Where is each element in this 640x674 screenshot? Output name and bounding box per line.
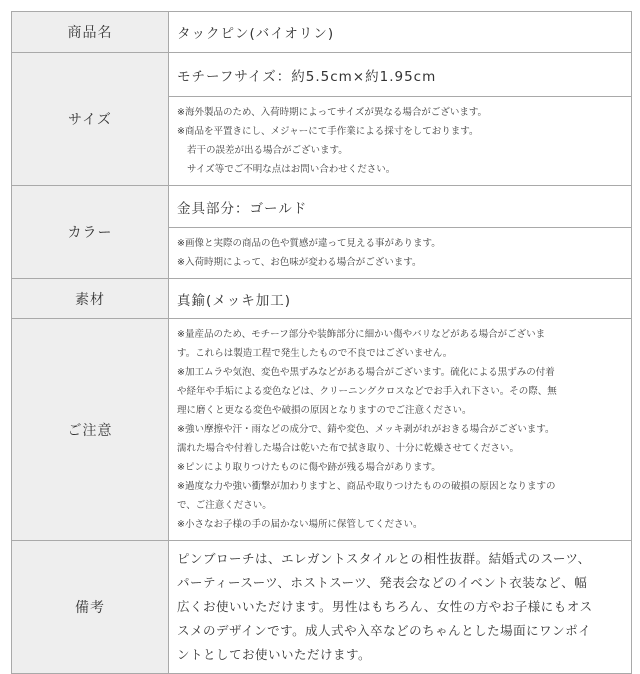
product-spec-sheet [11, 11, 629, 662]
product-name-label: 商品名 [12, 12, 169, 53]
color-note: ※入荷時期によって、お色味が変わる場合がございます。 [177, 257, 422, 268]
material-value: 真鍮(メッキ加工) [177, 292, 292, 309]
caution-line: や経年や手垢による変色などは、クリーニングクロスなどでお手入れ下さい。その際、無 [177, 386, 557, 397]
caution-line: ※加工ムラや気泡、変色や黒ずみなどがある場合がございます。硫化による黒ずみの付着 [177, 367, 555, 378]
caution-notes [169, 319, 631, 540]
caution-line: ※過度な力や強い衝撃が加わりますと、商品や取りつけたものの破損の原因となりますの [177, 481, 556, 492]
caution-line: ※ピンにより取りつけたものに傷や跡が残る場合があります。 [177, 462, 441, 473]
caution-line: で、ご注意ください。 [177, 500, 272, 511]
row-product-name [12, 12, 632, 53]
caution-line: 理に磨くと更なる変色や破損の原因となりますのでご注意ください。 [177, 405, 472, 416]
remarks-line: スメのデザインです。成人式や入卒などのちゃんとした場面にワンポイ [177, 623, 592, 638]
size-value: モチーフサイズ：約5.5cm×約1.95cm [177, 68, 437, 85]
size-note: 若干の誤差が出る場合がございます。 [187, 145, 348, 156]
caution-label: ご注意 [12, 319, 169, 541]
remarks-text [169, 541, 631, 673]
caution-line: す。これらは製造工程で発生したもので不良ではございません。 [177, 348, 453, 359]
caution-line: ※量産品のため、モチーフ部分や装飾部分に細かい傷やバリなどがある場合がございま [177, 329, 546, 340]
size-label: サイズ [12, 53, 169, 186]
caution-line: 濡れた場合や付着した場合は乾いた布で拭き取り、十分に乾燥させてください。 [177, 443, 520, 454]
remarks-label: 備考 [12, 541, 169, 674]
size-note: ※海外製品のため、入荷時期によってサイズが異なる場合がございます。 [177, 107, 488, 118]
remarks-line: 広くお使いいただけます。男性はもちろん、女性の方やお子様にもオス [177, 599, 593, 614]
product-name-value: タックピン(バイオリン) [177, 26, 335, 42]
size-note: ※商品を平置きにし、メジャーにて手作業による採寸をしております。 [177, 126, 479, 137]
caution-line: ※強い摩擦や汗・雨などの成分で、錆や変色、メッキ剥がれがおきる場合がございます。 [177, 424, 555, 435]
row-color [12, 186, 632, 228]
caution-line: ※小さなお子様の手の届かない場所に保管してください。 [177, 519, 423, 530]
size-note: サイズ等でご不明な点はお問い合わせください。 [187, 164, 396, 175]
color-notes [169, 228, 631, 278]
product-spec-table [11, 11, 632, 674]
row-remarks [12, 541, 632, 674]
color-value: 金具部分：ゴールド [177, 200, 308, 217]
row-caution [12, 319, 632, 541]
remarks-line: パーティースーツ、ホストスーツ、発表会などのイベント衣装など、幅 [177, 575, 588, 590]
remarks-line: ピンブローチは、エレガントスタイルとの相性抜群。結婚式のスーツ、 [177, 551, 591, 566]
row-material [12, 279, 632, 319]
row-size [12, 53, 632, 97]
remarks-line: ントとしてお使いいただけます。 [177, 647, 372, 662]
size-notes [169, 97, 631, 185]
color-label: カラー [12, 186, 169, 279]
color-note: ※画像と実際の商品の色や質感が違って見える事があります。 [177, 238, 441, 249]
material-label: 素材 [12, 279, 169, 319]
